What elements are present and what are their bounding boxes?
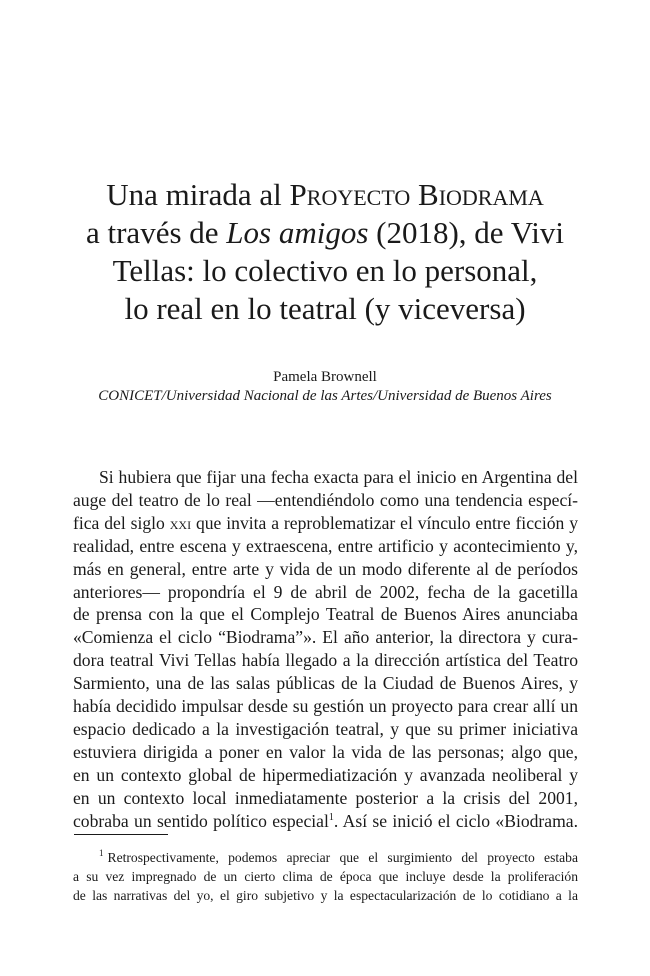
- footnote-mark: 1: [99, 848, 104, 859]
- author-name: Pamela Brownell: [273, 369, 377, 385]
- body-line: realidad, entre escena y extraescena, entre artificio y acontecimiento y,: [73, 535, 578, 556]
- title-line-1: Una mirada al Proyecto Biodrama: [106, 177, 544, 212]
- chapter-title: [60, 176, 590, 328]
- body-line: Sarmiento, una de las salas públicas de la Ciudad de Buenos Aires, y: [73, 673, 578, 694]
- footnote-line: a su vez impregnado de un cierto clima de época que incluye desde la proliferación: [73, 869, 578, 885]
- body-line: dora teatral Vivi Tellas había llegado a la dirección artística del Teatro: [73, 650, 578, 671]
- footnote-reference[interactable]: 1: [328, 811, 334, 823]
- body-line: espacio dedicado a la investigación teatral, y que su primer iniciativa: [73, 718, 578, 739]
- body-paragraph: [73, 466, 578, 833]
- author-affiliation: CONICET/Universidad Nacional de las Artes/Universidad de Buenos Aires: [98, 388, 552, 404]
- footnote-line: de las narrativas del yo, el giro subjetivo y la espectacularización de lo cotidiano a la: [73, 888, 578, 904]
- body-line: había decidido impulsar desde su gestión un proyecto para crear allí un: [73, 696, 578, 717]
- body-line: anteriores— propondría el 9 de abril de 2002, fecha de la gacetilla: [73, 581, 578, 602]
- body-line: fica del siglo xxi que invita a reproblematizar el vínculo entre ficción y: [73, 512, 578, 533]
- body-line: de prensa con la que el Complejo Teatral de Buenos Aires anunciaba: [73, 604, 578, 625]
- title-italic-work: Los amigos: [226, 215, 369, 250]
- title-line-4: lo real en lo teatral (y viceversa): [124, 291, 526, 326]
- body-line: «Comienza el ciclo “Biodrama”». El año anterior, la directora y cura-: [73, 627, 578, 648]
- century-smallcaps: xxi: [169, 512, 192, 533]
- footnote-line: $^1$ Retrospectivamente, podemos apreciar que el surgimiento del proyecto estaba: [99, 848, 578, 865]
- body-line: en un contexto global de hipermediatización y avanzada neoliberal y: [73, 764, 578, 785]
- title-line-2: a través de Los amigos (2018), de Vivi: [85, 215, 565, 250]
- body-line: más en general, entre arte y vida de un modo diferente al de períodos: [73, 558, 578, 579]
- footnote-separator: [74, 834, 168, 835]
- title-line-3: Tellas: lo colectivo en lo personal,: [112, 253, 538, 288]
- title-smallcaps: Proyecto Biodrama: [289, 177, 544, 212]
- body-line: en un contexto local inmediatamente posterior a la crisis del 2001,: [73, 787, 578, 808]
- body-line: estuviera dirigida a poner en valor la vida de las personas; algo que,: [73, 741, 578, 762]
- footnote: [73, 848, 578, 906]
- body-line: cobraba un sentido político especial$^1$. Así se inició el ciclo «Biodrama.: [73, 810, 578, 831]
- body-line: auge del teatro de lo real —entendiéndolo como una tendencia especí-: [73, 489, 578, 510]
- body-line: Si hubiera que fijar una fecha exacta para el inicio en Argentina del: [99, 467, 578, 487]
